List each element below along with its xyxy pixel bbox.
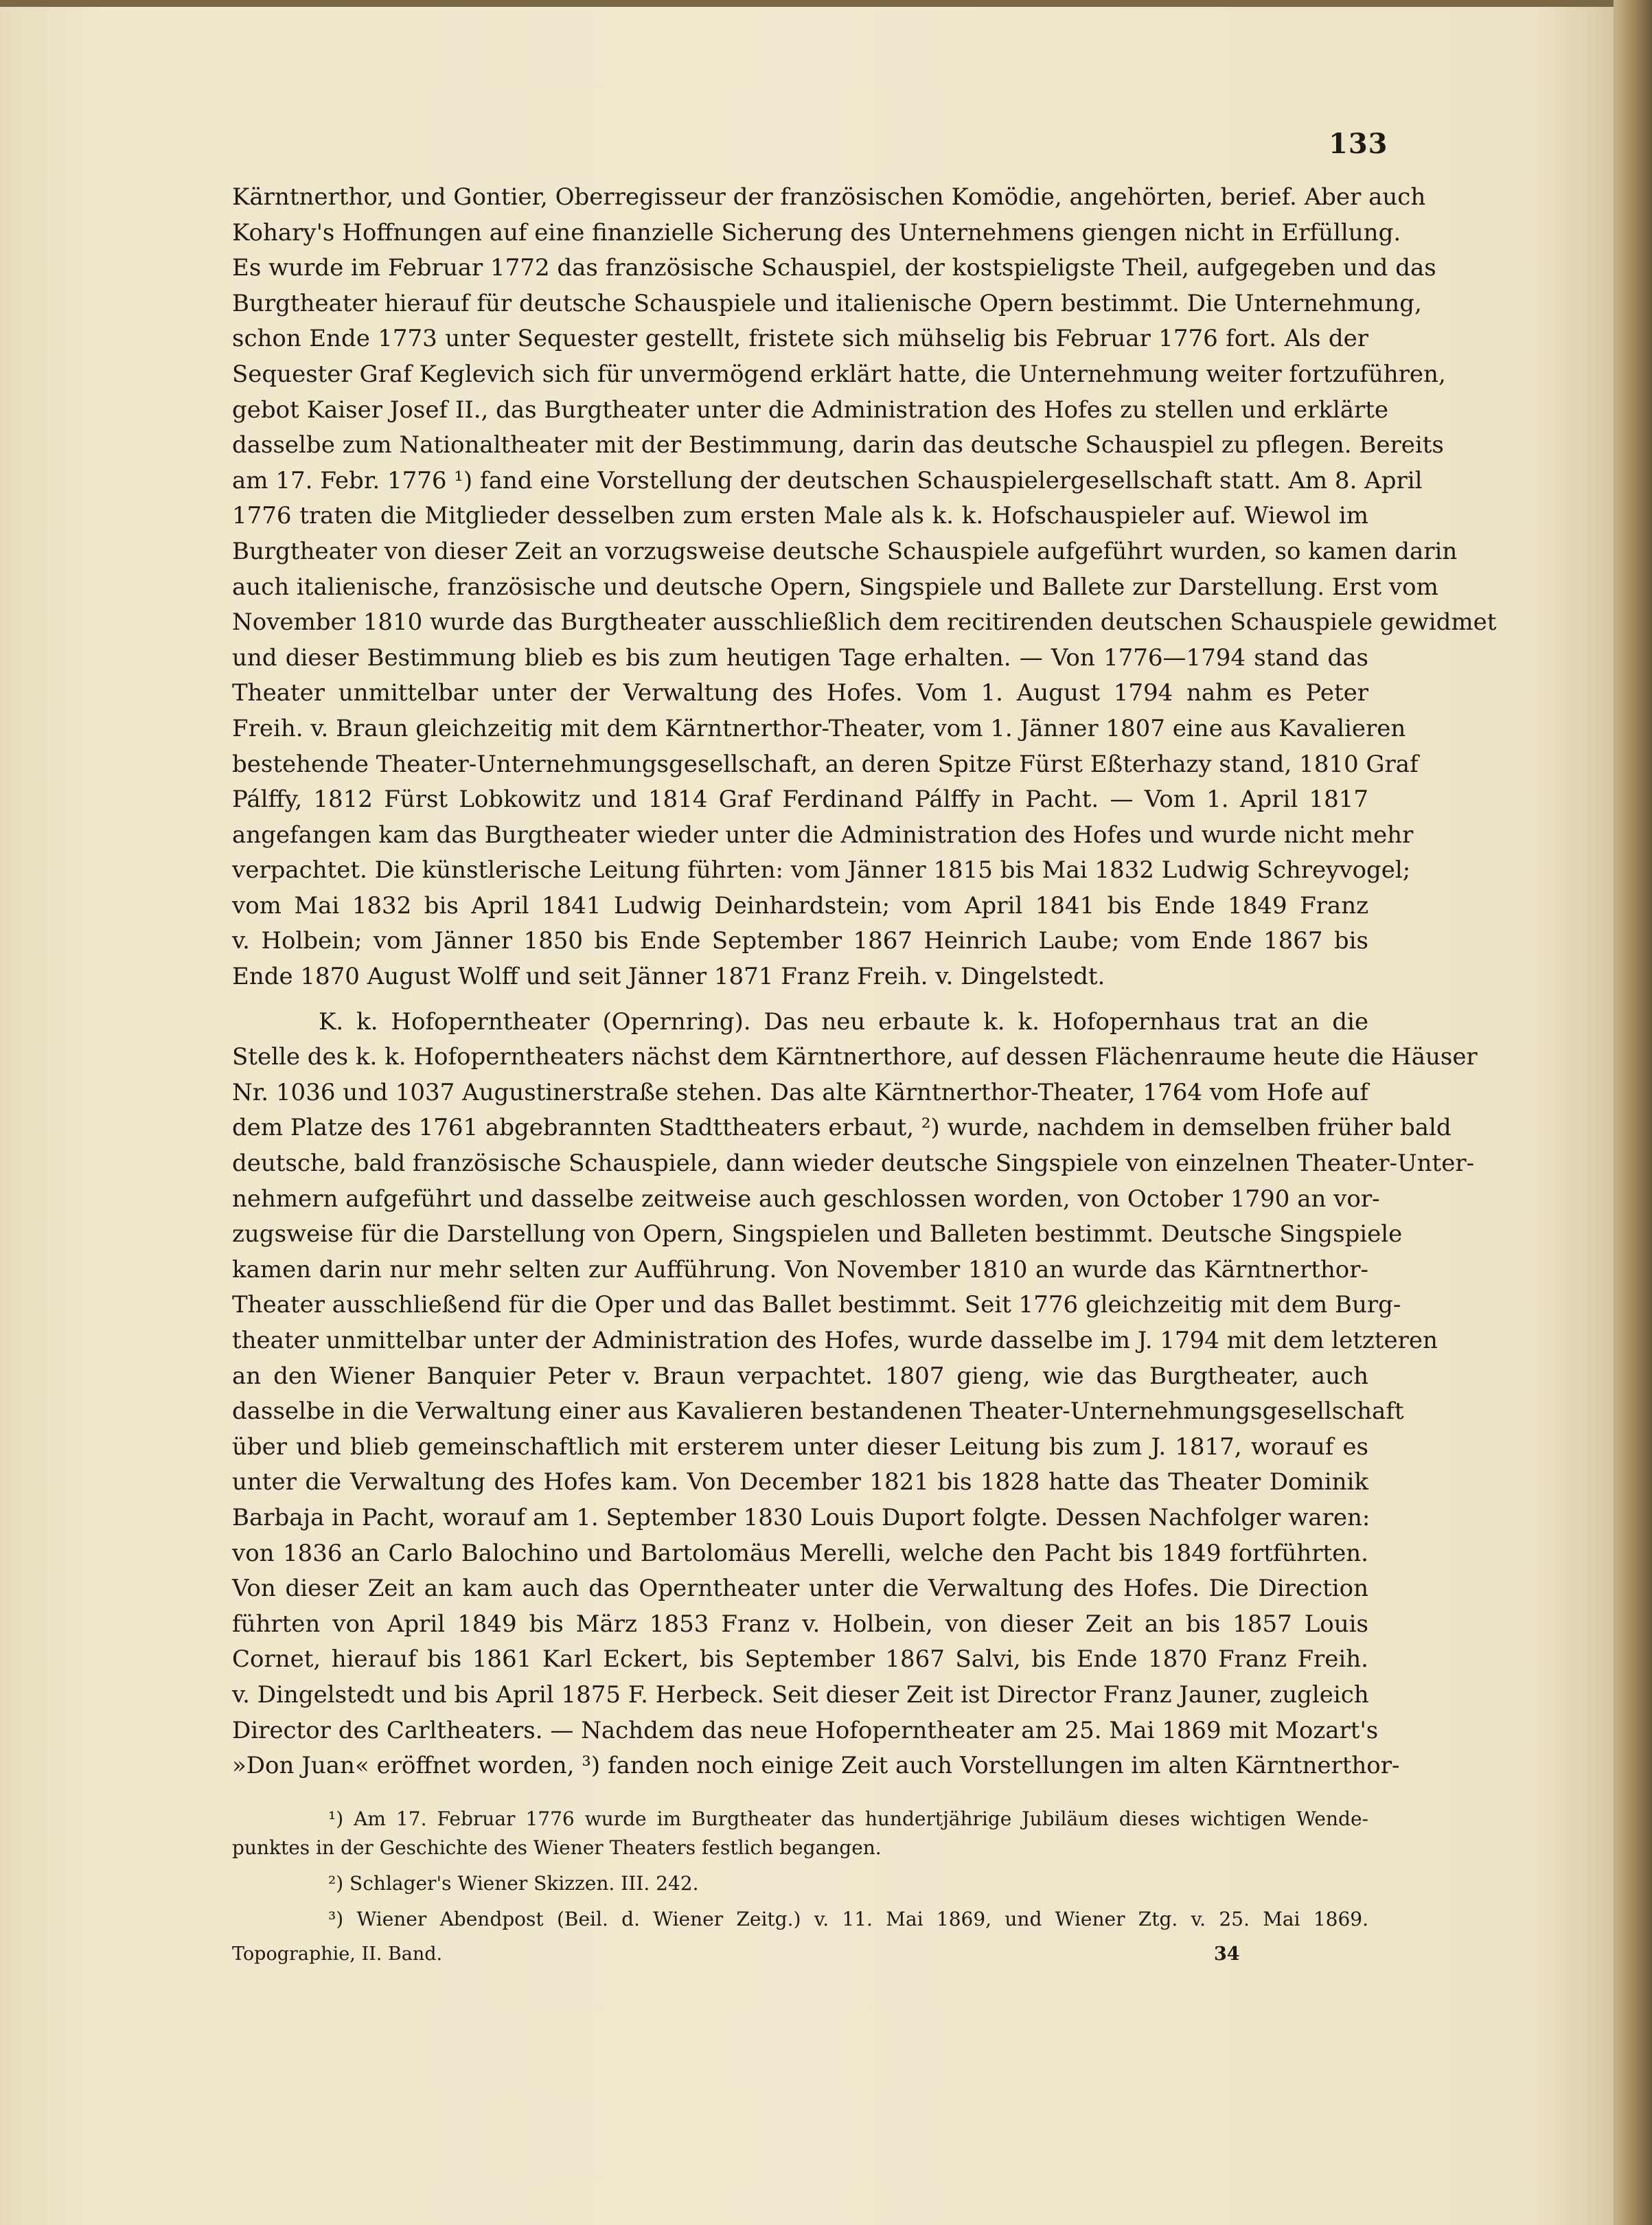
text-line: dem Platze des 1761 abgebrannten Stadttheaters erbaut, ²) wurde, nachdem in demselben früher bald — [232, 1114, 1452, 1142]
paragraph-gap — [232, 995, 1368, 1005]
text-line: Kohary's Hoffnungen auf eine finanzielle Sicherung des Unternehmens giengen nicht in Erfüllung. — [232, 218, 1401, 247]
text-line: deutsche, bald französische Schauspiele, dann wieder deutsche Singspiele von einzelnen Theater-Unter- — [232, 1150, 1475, 1178]
text-line: Kärntnerthor, und Gontier, Oberregisseur der französischen Komödie, angehörten, berief. Aber auch — [232, 183, 1426, 211]
signature-mark: 34 — [1214, 1943, 1240, 1965]
text-line: Pálffy, 1812 Fürst Lobkowitz und 1814 Graf Ferdinand Pálffy in Pacht. — Vom 1. April 1817 — [232, 786, 1368, 814]
text-line: Burgtheater hierauf für deutsche Schauspiele und italienische Opern bestimmt. Die Unternehmung, — [232, 289, 1422, 317]
text-line: kamen darin nur mehr selten zur Aufführung. Von November 1810 an wurde das Kärntnerthor- — [232, 1255, 1368, 1283]
text-line: verpachtet. Die künstlerische Leitung führten: vom Jänner 1815 bis Mai 1832 Ludwig Schreyvogel; — [232, 856, 1411, 885]
paragraph-hofoperntheater — [232, 1005, 1478, 1784]
text-line: zugsweise für die Darstellung von Opern, Singspielen und Balleten bestimmt. Deutsche Singspiele — [232, 1220, 1403, 1248]
text-line: November 1810 wurde das Burgtheater ausschließlich dem recitirenden deutschen Schauspiele gewidmet — [232, 608, 1497, 637]
text-line: an den Wiener Banquier Peter v. Braun verpachtet. 1807 gieng, wie das Burgtheater, auch — [232, 1362, 1368, 1390]
footnote-1: ¹) Am 17. Februar 1776 wurde im Burgtheater das hundertjährige Jubiläum dieses wichtigen Wende- — [328, 1807, 1368, 1830]
book-fore-edge — [1614, 0, 1652, 2225]
text-line: nehmern aufgeführt und dasselbe zeitweise auch geschlossen worden, von October 1790 an vor- — [232, 1185, 1380, 1213]
text-line: Director des Carltheaters. — Nachdem das neue Hofoperntheater am 25. Mai 1869 mit Mozart's — [232, 1716, 1379, 1744]
text-line: gebot Kaiser Josef II., das Burgtheater unter die Administration des Hofes zu stellen und erklärte — [232, 396, 1389, 424]
text-line: 1776 traten die Mitglieder desselben zum ersten Male als k. k. Hofschauspieler auf. Wiewol im — [232, 502, 1368, 530]
text-line: vom Mai 1832 bis April 1841 Ludwig Deinhardstein; vom April 1841 bis Ende 1849 Franz — [232, 891, 1368, 920]
text-line: »Don Juan« eröffnet worden, ³) fanden noch einige Zeit auch Vorstellungen im alten Kärntnerthor- — [232, 1752, 1400, 1780]
text-line: bestehende Theater-Unternehmungsgesellschaft, an deren Spitze Fürst Eßterhazy stand, 1810 Graf — [232, 750, 1419, 778]
text-line: Barbaja in Pacht, worauf am 1. September 1830 Louis Duport folgte. Dessen Nachfolger waren: — [232, 1503, 1370, 1531]
scan-top-edge — [0, 0, 1652, 7]
text-line: Sequester Graf Keglevich sich für unvermögend erklärt hatte, die Unternehmung weiter fortzuführen, — [232, 360, 1446, 388]
text-line: Nr. 1036 und 1037 Augustinerstraße stehen. Das alte Kärntnerthor-Theater, 1764 vom Hofe auf — [232, 1078, 1368, 1106]
footnotes — [232, 1805, 1368, 1934]
text-line: über und blieb gemeinschaftlich mit ersterem unter dieser Leitung bis zum J. 1817, worauf es — [232, 1433, 1368, 1461]
text-line: v. Holbein; vom Jänner 1850 bis Ende September 1867 Heinrich Laube; vom Ende 1867 bis — [232, 927, 1368, 955]
text-line: Ende 1870 August Wolff und seit Jänner 1871 Franz Freih. v. Dingelstedt. — [232, 963, 1105, 991]
text-line: am 17. Febr. 1776 ¹) fand eine Vorstellung der deutschen Schauspielergesellschaft statt. Am 8. April — [232, 466, 1423, 494]
paragraph-burgtheater — [232, 180, 1497, 995]
text-line: theater unmittelbar unter der Administration des Hofes, wurde dasselbe im J. 1794 mit dem letzteren — [232, 1327, 1438, 1354]
text-line: Es wurde im Februar 1772 das französische Schauspiel, der kostspieligste Theil, aufgegeben und das — [232, 254, 1436, 282]
footnote-1-continued: punktes in der Geschichte des Wiener Theaters festlich begangen. — [232, 1836, 882, 1859]
signature-title: Topographie, II. Band. — [232, 1943, 443, 1965]
footnote-3: ³) Wiener Abendpost (Beil. d. Wiener Zeitg.) v. 11. Mai 1869, und Wiener Ztg. v. 25. Mai 1869. — [328, 1908, 1368, 1930]
text-line: von 1836 an Carlo Balochino und Bartolomäus Merelli, welche den Pacht bis 1849 fortführten. — [232, 1539, 1368, 1567]
text-line: schon Ende 1773 unter Sequester gestellt, fristete sich mühselig bis Februar 1776 fort. Als der — [232, 325, 1368, 353]
text-line: dasselbe zum Nationaltheater mit der Bestimmung, darin das deutsche Schauspiel zu pflegen. Bereits — [232, 431, 1444, 459]
text-line: v. Dingelstedt und bis April 1875 F. Herbeck. Seit dieser Zeit ist Director Franz Jauner, zugleich — [232, 1680, 1369, 1709]
text-line: führten von April 1849 bis März 1853 Franz v. Holbein, von dieser Zeit an bis 1857 Louis — [232, 1610, 1368, 1638]
body-text — [232, 180, 1497, 1784]
text-line: Burgtheater von dieser Zeit an vorzugsweise deutsche Schauspiele aufgeführt wurden, so kamen darin — [232, 537, 1458, 565]
text-line: Von dieser Zeit an kam auch das Operntheater unter die Verwaltung des Hofes. Die Direction — [232, 1575, 1368, 1603]
text-line: dasselbe in die Verwaltung einer aus Kavalieren bestandenen Theater-Unternehmungsgesellschaft — [232, 1397, 1404, 1426]
text-line: unter die Verwaltung des Hofes kam. Von December 1821 bis 1828 hatte das Theater Dominik — [232, 1468, 1368, 1496]
signature-line — [232, 1941, 1368, 1968]
text-line: K. k. Hofoperntheater (Opernring). Das neu erbaute k. k. Hofopernhaus trat an die — [319, 1007, 1368, 1036]
text-line: Theater ausschließend für die Oper und das Ballet bestimmt. Seit 1776 gleichzeitig mit dem Burg- — [232, 1291, 1401, 1319]
text-line: Cornet, hierauf bis 1861 Karl Eckert, bis September 1867 Salvi, bis Ende 1870 Franz Freih. — [232, 1645, 1368, 1674]
text-line: und dieser Bestimmung blieb es bis zum heutigen Tage erhalten. — Von 1776—1794 stand das — [232, 643, 1368, 672]
text-line: Theater unmittelbar unter der Verwaltung des Hofes. Vom 1. August 1794 nahm es Peter — [232, 679, 1368, 707]
page-number: 133 — [1329, 128, 1388, 160]
text-line: Freih. v. Braun gleichzeitig mit dem Kärntnerthor-Theater, vom 1. Jänner 1807 eine aus Kavalieren — [232, 714, 1406, 742]
text-line: Stelle des k. k. Hofoperntheaters nächst dem Kärntnerthore, auf dessen Flächenraume heute die Häuser — [232, 1043, 1478, 1071]
text-line: auch italienische, französische und deutsche Opern, Singspiele und Ballete zur Darstellung. Erst vom — [232, 573, 1438, 601]
text-line: angefangen kam das Burgtheater wieder unter die Administration des Hofes und wurde nicht mehr — [232, 821, 1414, 849]
footnote-2: ²) Schlager's Wiener Skizzen. III. 242. — [328, 1872, 699, 1895]
